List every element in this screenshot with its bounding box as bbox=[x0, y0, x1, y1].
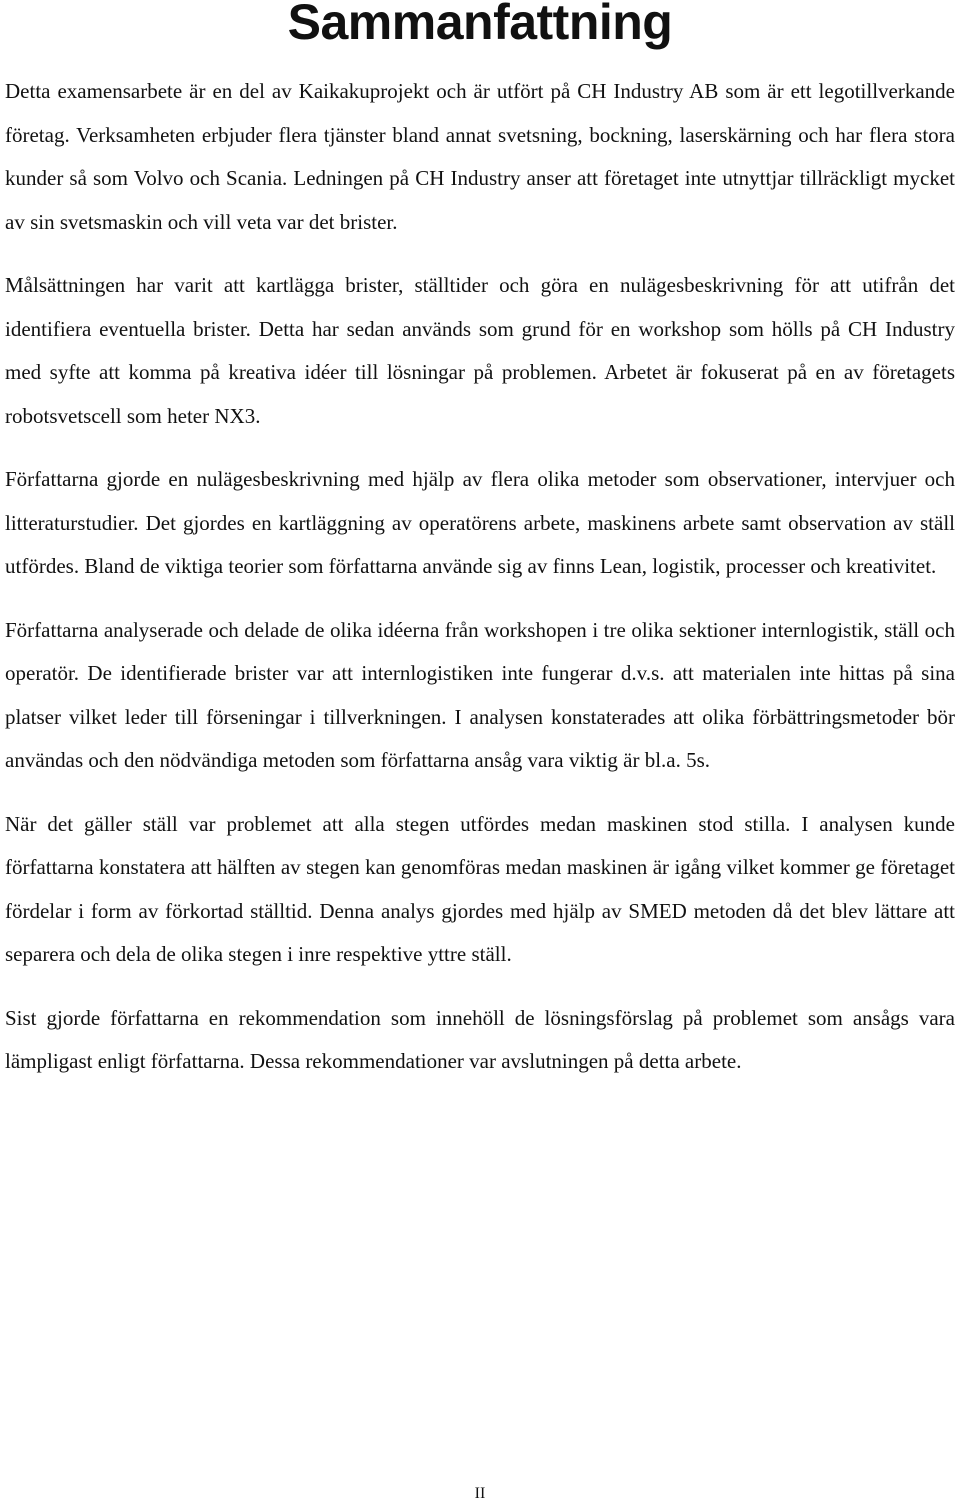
paragraph-2: Målsättningen har varit att kartlägga brister, ställtider och göra en nulägesbeskrivning för att utifrån det identifiera eventuella brister. Detta har sedan används som grund för en workshop som hölls på CH Industry med syfte att komma på kreativa idéer till lösningar på problemen. Arbetet är fokuserat på en av företagets robotsvetscell som heter NX3. bbox=[5, 273, 955, 428]
paragraph-5: När det gäller ställ var problemet att alla stegen utfördes medan maskinen stod stilla. I analysen kunde författarna konstatera att hälften av stegen kan genomföras medan maskinen är igång vilket kommer ge företaget fördelar i form av förkortad ställtid. Denna analys gjordes med hjälp av SMED metoden då det blev lättare att separera och dela de olika stegen i inre respektive yttre ställ. bbox=[5, 811, 955, 966]
paragraph-3: Författarna gjorde en nulägesbeskrivning med hjälp av flera olika metoder som observationer, intervjuer och litteraturstudier. Det gjordes en kartläggning av operatörens arbete, maskinens arbete samt observation av ställ utfördes. Bland de viktiga teorier som författarna använde sig av finns Lean, logistik, processer och kreativitet. bbox=[5, 467, 955, 578]
paragraph-6: Sist gjorde författarna en rekommendation som innehöll de lösningsförslag på problemet som ansågs vara lämpligast enligt författarna. Dessa rekommendationer var avslutningen på detta arbete. bbox=[5, 1005, 955, 1073]
page-title: Sammanfattning bbox=[287, 0, 673, 50]
page-number: II bbox=[474, 1485, 486, 1502]
summary-body bbox=[5, 70, 955, 1104]
paragraph-1: Detta examensarbete är en del av Kaikakuprojekt och är utfört på CH Industry AB som är ett legotillverkande företag. Verksamheten erbjuder flera tjänster bland annat svetsning, bockning, laserskärning och har flera stora kunder så som Volvo och Scania. Ledningen på CH Industry anser att företaget inte utnyttjar tillräckligt mycket av sin svetsmaskin och vill veta var det brister. bbox=[5, 79, 955, 234]
paragraph-4: Författarna analyserade och delade de olika idéerna från workshopen i tre olika sektioner internlogistik, ställ och operatör. De identifierade brister var att internlogistiken inte fungerar d.v.s. att materialen inte hittas på sina platser vilket leder till förseningar i tillverkningen. I analysen konstaterades att olika förbättringsmetoder bör användas och den nödvändiga metoden som författarna ansåg vara viktig är bl.a. 5s. bbox=[5, 617, 955, 772]
